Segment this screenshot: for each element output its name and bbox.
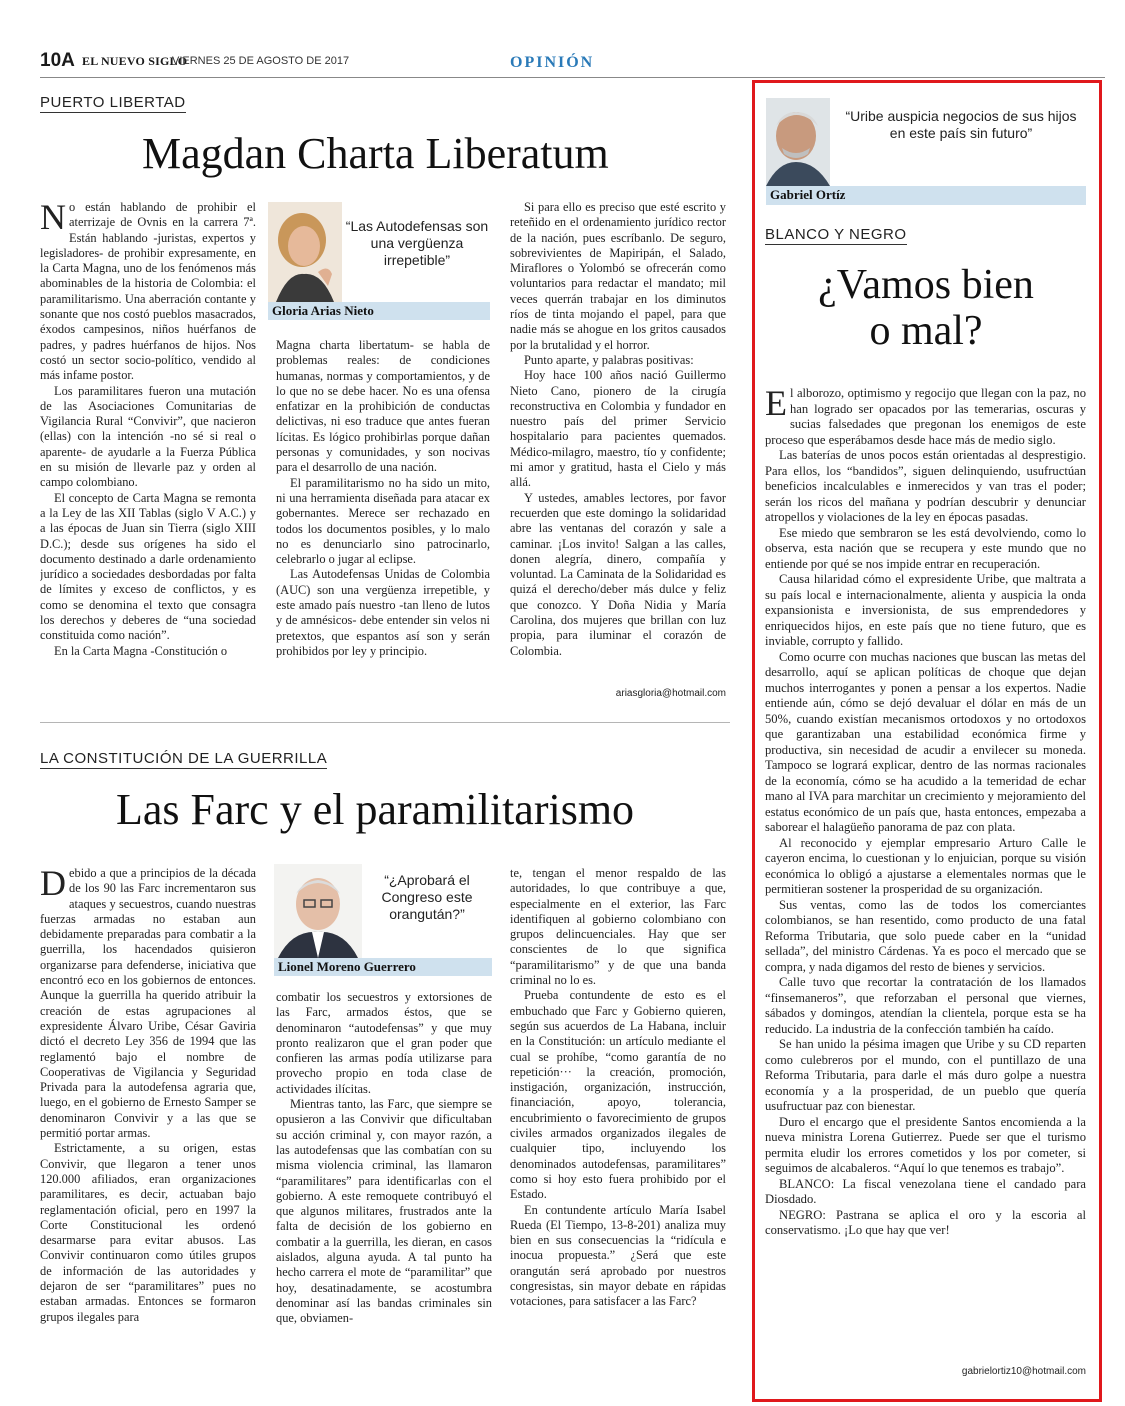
article1-dropcap: N [40,200,66,237]
article1-paragraph: Magna charta libertatum- se habla de problemas reales: de condiciones humanas, normas y comportamientos, y de lo que no se debe hacer. No es una ofensa enfatizar en la prohibición de conductas delictivas, ni eso traduce que antes fueran lícitas. Es lógico prohibirlas porque dañan personas y comunidades, y son nocivas para el desarrollo de una nación. [276,338,490,475]
article3-pull-quote: “Uribe auspicia negocios de sus hijos en este país sin futuro” [845,108,1077,141]
article2-paragraph: Prueba contundente de esto es el embuchado que Farc y Gobierno quieren, según sus acuerdos de La Habana, incluir en la Constitución: un artículo mediante el cual se prohíbe, “como garantía de no repetición··· la creación, promoción, instigación, organización, instrucción, financiación, apoyo, tolerancia, encubrimiento o favorecimiento de grupos civiles armados organizados ilegales de cualquier tipo, incluyendo los denominados autodefensas, paramilitares” como si hoy esto fuera prohibido por el Estado. [510,988,726,1202]
article3-author-name: Gabriel Ortíz [766,186,1086,205]
article3-paragraph: Sus ventas, como las de todos los comerciantes colombianos, se han resentido, como producto de una fatal Reforma Tributaria, que solo puede caber en la “unidad sellada”, del ministro Cárdenas. Ya es poco el mercado que se compra, y nada digamos del resto de bienes y servicios. [765,897,1086,974]
article2-column-3 [510,866,726,1344]
article3-paragraph: BLANCO: La fiscal venezolana tiene el candado para Diosdado. [765,1176,1086,1206]
author-photo [274,864,362,958]
article1-kicker: PUERTO LIBERTAD [40,94,186,111]
article3-headline-line: o mal? [869,308,983,354]
article3-paragraph: Las baterías de unos pocos están orientadas al desprestigio. Para ellos, los “bandidos”, siguen delinquiendo, usufructúan beneficios incalculables e inmerecidos y van tras el poder; serán los ricos del mañana y podrían descubrir y denunciar atropellos y violaciones de la ley en épocas pasadas. [765,448,1086,524]
article2-headline: Las Farc y el paramilitarismo [116,785,635,834]
newspaper-name: EL NUEVO SIGLO [82,54,188,68]
author-photo [268,202,342,302]
article2-paragraph: Mientras tanto, las Farc, que siempre se opusieron a las Convivir que dificultaban su acción criminal y, con mayor razón, a las autodefensas que las combatían con su misma violencia criminal, las llamaron “paramilitares” para identificarlas con el gobierno. A este remoquete contribuyó el que algunos militares, frustrados ante la falta de decisión de los gobierno en combatir a la guerrilla, les dieran, en casos aislados, alguna ayuda. A tal punto ha hecho carrera el mote de “paramilitar” que hoy, desatinadamente, se acostumbra denominar así las bandas criminales sin que, obviamen- [276,1097,492,1326]
article1-email: ariasgloria@hotmail.com [615,688,726,699]
author-photo [766,98,830,186]
article3-email: gabrielortiz10@hotmail.com [961,1366,1086,1377]
article3-paragraph: Se han unido la pésima imagen que Uribe y su CD reparten como culebreros por el mundo, con el puntillazo de una Reforma Tributaria, para darle el más duro golpe a nuestra economía y a la prosperidad, de un pueblo que quería usufructuar paz con bienestar. [765,1037,1086,1113]
article3-paragraph: Como ocurre con muchas naciones que buscan las metas del desarrollo, aquí se aplican políticas de choque que dejan muchos interrogantes y ponen a pensar a los expertos. Nadie entiende aún, cómo se dejó devaluar el dólar en más de un 50%, cuando existían mecanismos ortodoxos y no ortodoxos que garantizaban una estabilidad económica firme y productiva, sin necesidad de acudir a envilecer su moneda. Tampoco se logrará explicar, dentro de las normas racionales de la economía, cómo se ha acudido a la temeridad de echar mano al IVA para marchitar un crecimiento y mejoramiento del estatus económico de un país que, hasta entonces, empezaba a saborear el halagüeño panorama de paz con plata. [765,649,1086,834]
article1-column-2 [276,338,490,698]
article1-pull-quote: “Las Autodefensas son una vergüenza irrepetible” [345,218,489,268]
section-title: OPINIÓN [510,54,595,71]
article2-paragraph: combatir los secuestros y extorsiones de las Farc, armados éstos, que se denominaron “autodefensas” y que muy pronto realizaron que el gran poder que confieren las armas podía utilizarse para provecho propio en toda clase de actividades ilícitas. [276,990,492,1096]
article3-paragraph: l alborozo, optimismo y regocijo que llegan con la paz, no han logrado ser opacados por las temerarias, oscuras y sucias falsedades que pregonan los enemigos de este proceso que esperábamos desde hace más de medio siglo. [765,386,1086,447]
article2-author-box [274,864,492,978]
article3-body [765,386,1086,1334]
article2-dropcap: D [40,866,66,903]
article3-paragraph: Ese miedo que sembraron se les está devolviendo, como lo observa, esta nación que se recupera y este mundo que no entiende por qué se nos impide entrar en recuperación. [765,525,1086,571]
header-rule [40,77,1105,78]
article3-headline [766,262,1086,354]
article1-paragraph: Las Autodefensas Unidas de Colombia (AUC) son una vergüenza irrepetible, y este amado país nuestro -tan lleno de lutos y de amnésicos- debe entender sin velos ni pretextos, que espantos así son y serán prohibidos por ley y principio. [276,567,490,658]
article3-dropcap: E [765,386,787,423]
article1-paragraph: Si para ello es preciso que esté escrito y reteñido en el ordenamiento jurídico rector de la nación, pues escríbanlo. De seguro, sobrevivientes de Mapiripán, el Salado, Miraflores o Yolombó se ofrecerán como voluntarios para redactar el mandato; mil veces querrán trabajar en los diminutos ríos de tinta mojando el papel, para que nadie más se ahogue en los gritos causados por la brutalidad y el horror. [510,200,726,352]
article1-headline: Magdan Charta Liberatum [142,129,609,178]
article3-kicker: BLANCO Y NEGRO [765,226,907,243]
article1-author-name: Gloria Arias Nieto [268,302,490,320]
article1-column-1 [40,200,256,706]
article1-paragraph: Los paramilitares fueron una mutación de las Asociaciones Comunitarias de Vigilancia Rural “Convivir”, que nacieron (ellas) con la intención -no sé si real o aparente- de ayudarle a la Fuerza Pública en su misión de llevarle paz y orden al campo colombiano. [40,383,256,490]
article1-paragraph: Punto aparte, y palabras positivas: [524,352,694,367]
article2-kicker: LA CONSTITUCIÓN DE LA GUERRILLA [40,750,328,767]
article3-headline-line: ¿Vamos bien [818,262,1034,308]
article2-paragraph: ebido a que a principios de la década de los 90 las Farc incrementaron sus ataques y secuestros, cuando nuestras fuerzas armadas no estaban aun debidamente preparadas para combatir a la guerrilla, los hacendados quisieron organizarse para defenderse, iniciativa que encontró eco en los gobiernos de entonces. Aunque la guerrilla ha querido atribuir la creación de estas agrupaciones al expresidente Álvaro Uribe, César Gaviria dictó el decreto Ley 356 de 1994 que las reglamentó bajo el nombre de Cooperativas de Vigilancia y Seguridad Privada para la autodefensa agraria que, luego, en el gobierno de Ernesto Samper se denominaron Convivir y a las que se permitió portar armas. [40,866,256,1141]
article2-column-2 [276,990,492,1348]
article1-paragraph: El concepto de Carta Magna se remonta a la Ley de las XII Tablas (siglo V A.C.) y a las épocas de Juan sin Tierra (siglo XIII D.C.); desde sus orígenes ha sido el documento destinado a darle ordenamiento jurídico a sociedades desbordadas por falta de límites y exceso de conflictos, y es como se denomina el texto que consagra los derechos y deberes de “una sociedad constituida como nación”. [40,490,256,643]
article-divider [40,722,730,723]
article2-author-name: Lionel Moreno Guerrero [274,958,492,976]
page-number: 10A [40,50,75,71]
article3-paragraph: Duro el encargo que el presidente Santos encomienda a la nueva ministra Lorena Gutierrez. Puede ser que el turismo permita eludir los errores cometidos y los por cometer, si seguimos de alcabaleros. “Aquí lo que tenemos es trabajo”. [765,1114,1086,1175]
article3-paragraph: Causa hilaridad cómo el expresidente Uribe, que maltrata a su país local e internacionalmente, alienta y auspicia la onda expansionista e inversionista, de sus emprendedores y enriquecidos hijos, en este país que no tiene futuro, que es inviable, corrupto y fallido. [765,572,1086,648]
article2-column-1 [40,866,256,1348]
article2-pull-quote: “¿Aprobará el Congreso este orangután?” [381,872,473,922]
article1-column-3 [510,200,726,688]
article2-paragraph: Estrictamente, a su origen, estas Convivir, que llegaron a tener unos 120.000 afiliados, eran organizaciones paramilitares, es decir, actuaban bajo reglamentación oficial, pero en 1997 la Corte Constitucional les ordenó desarmarse para evitar abusos. Las Convivir continuaron como útiles grupos de información de las autoridades y dejaron de ser “paramilitares” pues no estaban armadas. Entonces se formaron grupos ilegales para [40,1141,256,1324]
article1-paragraph: El paramilitarismo no ha sido un mito, ni una herramienta diseñada para atacar ex gobernantes. Merece ser rechazado en todos los documentos posibles, y lo malo no es denunciarlo sino patrocinarlo, celebrarlo o jugar al eclipse. [276,475,490,567]
article2-paragraph: En contundente artículo María Isabel Rueda (El Tiempo, 13-8-201) analiza muy bien en sus consecuencias la “ridícula e inocua propuesta.” ¿Será que este orangután será aprobado por nuestros congresistas, sin mayor debate en rápidas votaciones, para satisfacer a las Farc? [510,1202,726,1309]
article3-paragraph: NEGRO: Pastrana se aplica el oro y la escoria al conservatismo. ¡Lo que hay que ver! [765,1207,1086,1237]
article1-paragraph: o están hablando de prohibir el aterrizaje de Ovnis en la carrera 7ª. Están hablando -juristas, expertos y legisladores- de prohibir expresamente, en la Carta Magna, uno de los fenómenos más abominables de la historia de Colombia: el paramilitarismo. Una aberración contante y sonante que nos costó pueblos masacrados, éxodos campesinos, niños huérfanos de padres, y padres huérfanos de hijos. Nos costó un sector socio-político, vendido al más infame postor. [40,200,256,383]
article3-author-box [766,98,1088,206]
article3-paragraph: Calle tuvo que recortar la contratación de los llamados “finsemaneros”, que reforzaban el personal que viernes, sábados y domingos, atendían la clientela, porque esta se ha reducido. La industria de la confección también ha caído. [765,975,1086,1036]
article1-paragraph: En la Carta Magna -Constitución o [54,643,228,658]
article1-paragraph: Hoy hace 100 años nació Guillermo Nieto Cano, pionero de la cirugía reconstructiva en Colombia y fundador en nuestro país del primer Servicio hospitalario para pacientes quemados. Médico-milagro, maestro, tío y confidente; mi amor y gratitud, hasta el Cielo y más allá. [510,368,726,490]
article1-author-box [268,200,490,322]
article1-paragraph: Y ustedes, amables lectores, por favor recuerden que este domingo la solidaridad abre las ventanas del corazón y sale a caminar. ¡Los invito! Salgan a las calles, donen alegría, dinero, compañía y voluntad. La Caminata de la Solidaridad es quizá el derecho/deber más dulce y feliz que conozco. Y Doña Nidia y María Carolina, dos mujeres que brillan con luz propia, para iluminar el corazón de Colombia. [510,490,726,658]
article3-paragraph: Al reconocido y ejemplar empresario Arturo Calle le cayeron encima, lo cuestionan y lo enjuician, porque su visión económica lo obligó a ajustarse a elementales normas que le permitieran sostener la prosperidad de su organización. [765,835,1086,896]
article2-paragraph: te, tengan el menor respaldo de las autoridades, lo que contribuye a que, especialmente en el exterior, las Farc identifiquen al gobierno colombiano con grupos delincuenciales. Hay que ser conscientes de lo que significa “paramilitarismo” y de que una banda criminal no lo es. [510,866,726,988]
page-header [40,50,1105,78]
issue-date: VIERNES 25 DE AGOSTO DE 2017 [172,55,350,67]
